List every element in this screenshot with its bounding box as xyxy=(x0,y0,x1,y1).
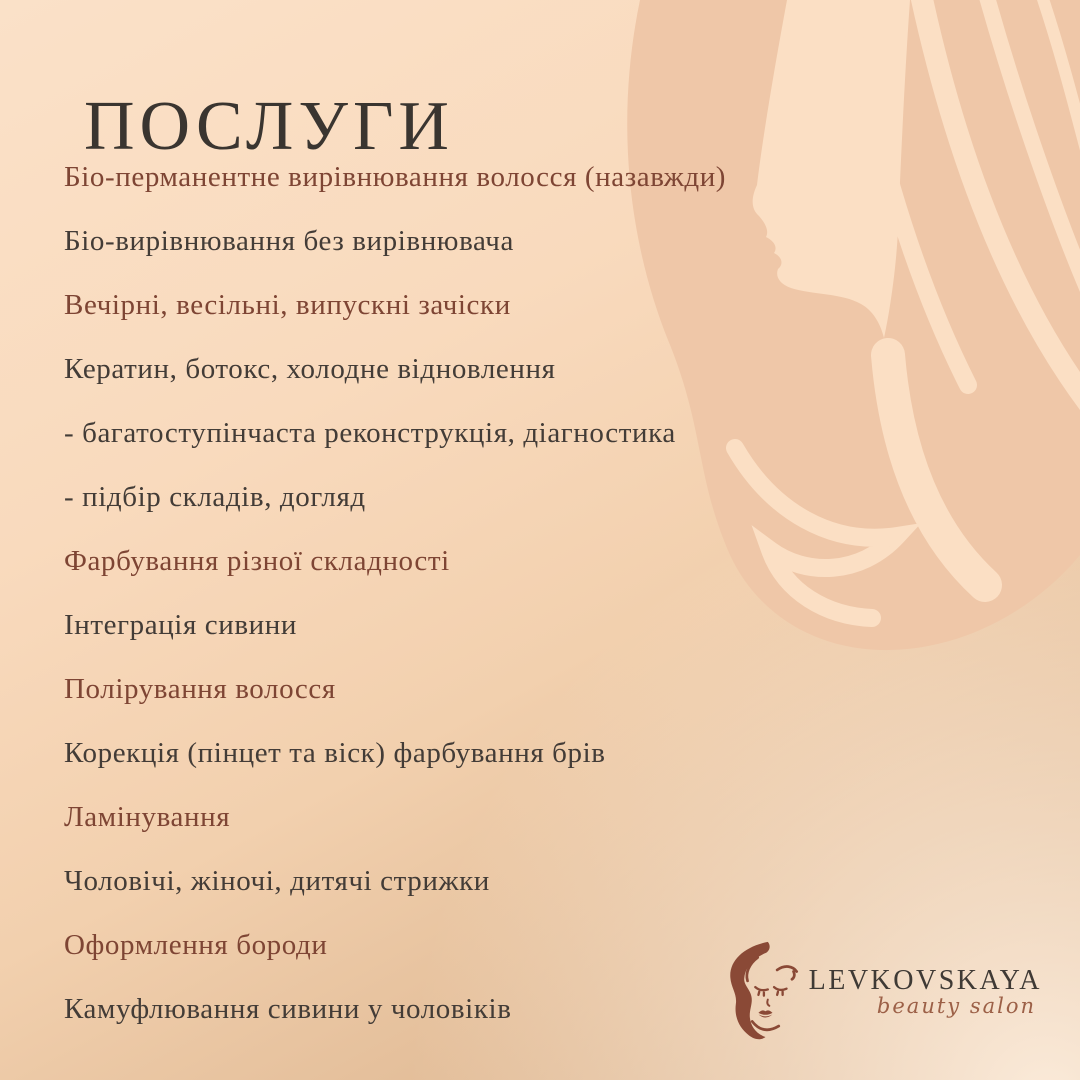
service-item: Кератин, ботокс, холодне відновлення xyxy=(64,353,556,385)
service-item: Чоловічі, жіночі, дитячі стрижки xyxy=(64,865,490,897)
service-item: Фарбування різної складності xyxy=(64,545,450,577)
service-item: Оформлення бороди xyxy=(64,929,328,961)
salon-logo xyxy=(721,938,1042,1044)
woman-face-logo-icon xyxy=(721,938,799,1044)
service-item: Інтеграція сивини xyxy=(64,609,297,641)
service-item: - підбір складів, догляд xyxy=(64,481,366,513)
services-list xyxy=(64,145,726,1041)
service-item: Камуфлювання сивини у чоловіків xyxy=(64,993,512,1025)
page-title: ПОСЛУГИ xyxy=(84,87,454,165)
service-item: Вечірні, весільні, випускні зачіски xyxy=(64,289,511,321)
service-item: - багатоступінчаста реконструкція, діагностика xyxy=(64,417,676,449)
service-item: Біо-перманентне вирівнювання волосся (назавжди) xyxy=(64,161,727,193)
service-item: Корекція (пінцет та віск) фарбування брів xyxy=(64,737,606,769)
service-item: Полірування волосся xyxy=(64,673,336,705)
logo-tagline: beauty salon xyxy=(876,993,1036,1018)
logo-name: LEVKOVSKAYA xyxy=(808,964,1042,996)
service-item: Біо-вирівнювання без вирівнювача xyxy=(64,225,514,257)
service-item: Ламінування xyxy=(64,801,231,833)
